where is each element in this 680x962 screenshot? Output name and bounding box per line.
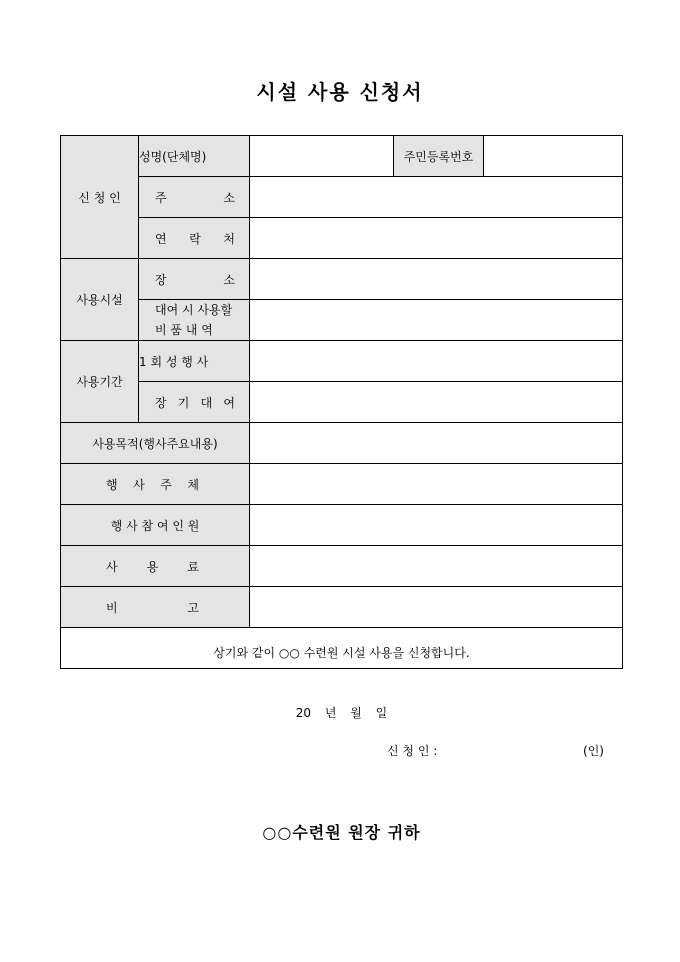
declaration-statement: 상기와 같이 ○○ 수련원 시설 사용을 신청합니다. (213, 646, 470, 660)
row-one-time (61, 341, 623, 382)
long-term-label-char: 여 (223, 395, 235, 410)
organizer-field[interactable] (250, 464, 623, 505)
contact-field[interactable] (250, 218, 623, 259)
rental-items-label (139, 300, 250, 341)
rental-items-label-line2: 비 품 내 역 (155, 323, 213, 337)
period-group-label: 사용기간 (61, 341, 139, 423)
form-title: 시설 사용 신청서 (256, 80, 424, 104)
long-term-rental-label (139, 382, 250, 423)
fee-label-char: 용 (146, 559, 159, 574)
participants-label: 행 사 참 여 인 원 (61, 505, 250, 546)
purpose-label: 사용목적(행사주요내용) (61, 423, 250, 464)
row-fee (61, 546, 623, 587)
contact-label-char: 락 (189, 231, 201, 246)
name-label: 성명(단체명) (139, 136, 250, 177)
row-remarks (61, 587, 623, 628)
rental-items-label-line1: 대여 시 사용할 (155, 303, 233, 317)
remarks-label-char: 비 (106, 600, 118, 615)
row-name (61, 136, 623, 177)
participants-field[interactable] (250, 505, 623, 546)
organizer-label-char: 체 (187, 477, 199, 492)
organizer-label-char: 행 (106, 477, 118, 492)
address-label (139, 177, 250, 218)
long-term-label-char: 장 (155, 395, 167, 410)
row-long-term (61, 382, 623, 423)
contact-label-char: 연 (155, 231, 167, 246)
long-term-rental-field[interactable] (250, 382, 623, 423)
row-footer (61, 628, 623, 669)
fee-label-char: 료 (187, 559, 199, 574)
row-organizer (61, 464, 623, 505)
row-rental-items (61, 300, 623, 341)
row-purpose (61, 423, 623, 464)
one-time-event-label: 1 회 성 행 사 (139, 341, 250, 382)
fee-field[interactable] (250, 546, 623, 587)
one-time-event-field[interactable] (250, 341, 623, 382)
remarks-label (61, 587, 250, 628)
row-contact (61, 218, 623, 259)
place-label-char: 장 (155, 272, 167, 287)
id-number-field[interactable] (484, 136, 623, 177)
organizer-label-char: 사 (133, 477, 145, 492)
applicant-group-label: 신 청 인 (61, 136, 139, 259)
name-field[interactable] (250, 136, 394, 177)
remarks-field[interactable] (250, 587, 623, 628)
long-term-label-char: 대 (200, 395, 213, 410)
contact-label-char: 처 (223, 231, 235, 246)
address-label-char: 주 (155, 190, 167, 205)
row-participants (61, 505, 623, 546)
organizer-label-char: 주 (160, 477, 172, 492)
date-line: 20 년 월 일 (295, 706, 388, 720)
fee-label-char: 사 (106, 559, 118, 574)
remarks-label-char: 고 (187, 600, 199, 615)
seal-mark: (인) (583, 744, 604, 758)
declaration-section (61, 628, 623, 842)
facility-group-label: 사용시설 (61, 259, 139, 341)
fee-label (61, 546, 250, 587)
contact-label (139, 218, 250, 259)
organizer-label (61, 464, 250, 505)
place-label (139, 259, 250, 300)
application-form-table (60, 135, 623, 842)
purpose-field[interactable] (250, 423, 623, 464)
address-field[interactable] (250, 177, 623, 218)
long-term-label-char: 기 (177, 395, 190, 410)
addressee: ○○수련원 원장 귀하 (262, 823, 421, 842)
row-address (61, 177, 623, 218)
rental-items-field[interactable] (250, 300, 623, 341)
place-label-char: 소 (223, 272, 235, 287)
place-field[interactable] (250, 259, 623, 300)
id-number-label: 주민등록번호 (394, 136, 484, 177)
row-place (61, 259, 623, 300)
address-label-char: 소 (223, 190, 235, 205)
applicant-signature-label: 신 청 인 : (387, 744, 438, 758)
